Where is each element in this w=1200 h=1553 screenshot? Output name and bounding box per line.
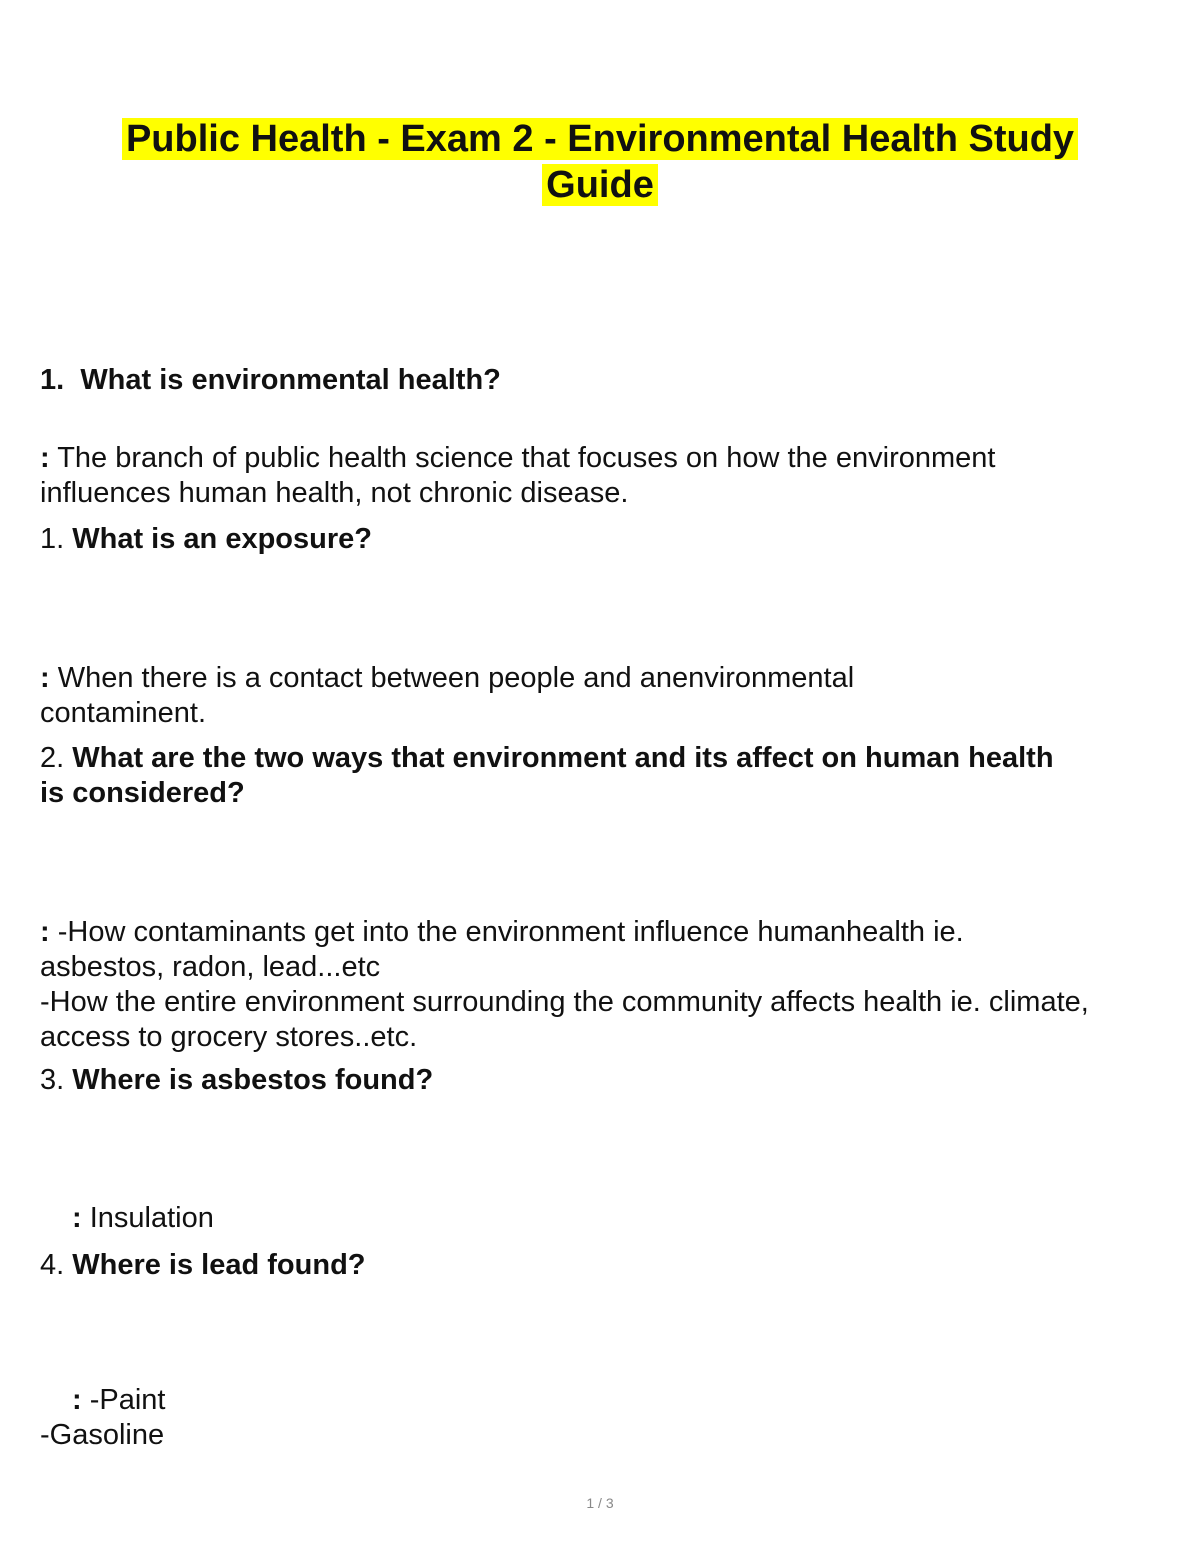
question-number: 1. [40, 523, 65, 555]
document-title [0, 116, 1200, 208]
answer-line: The branch of public health science that focuses on how the environment [57, 442, 996, 474]
answer-colon: : [40, 442, 50, 474]
answer-line: -Paint [89, 1384, 166, 1416]
question-text: What is an exposure? [72, 523, 372, 555]
answer-2 [40, 661, 1170, 731]
question-text: What is environmental health? [80, 364, 501, 396]
question-number: 4. [40, 1249, 65, 1281]
question-number: 3. [40, 1064, 65, 1096]
question-text: Where is asbestos found? [72, 1064, 434, 1096]
answer-line: asbestos, radon, lead...etc [40, 951, 381, 983]
question-5 [40, 1248, 1170, 1283]
answer-1 [40, 441, 1170, 511]
question-1 [40, 363, 1170, 398]
question-3 [40, 741, 1170, 811]
title-line-2: Guide [542, 164, 658, 206]
answer-colon: : [72, 1202, 82, 1234]
answer-line: -Gasoline [40, 1419, 165, 1451]
answer-line: contaminent. [40, 697, 207, 729]
page-indicator: 1 / 3 [586, 1495, 614, 1511]
question-text: is considered? [40, 777, 245, 809]
answer-colon: : [40, 916, 50, 948]
question-4 [40, 1063, 1170, 1098]
answer-colon: : [72, 1384, 82, 1416]
question-2 [40, 522, 1170, 557]
answer-line: influences human health, not chronic disease. [40, 477, 629, 509]
answer-line: access to grocery stores..etc. [40, 1021, 418, 1053]
answer-line: When there is a contact between people and anenvironmental [57, 662, 855, 694]
question-text: What are the two ways that environment and its affect on human health [72, 742, 1054, 774]
question-text: Where is lead found? [72, 1249, 366, 1281]
answer-5 [40, 1383, 1170, 1453]
answer-line: -How contaminants get into the environment influence humanhealth ie. [57, 916, 964, 948]
answer-3 [40, 915, 1170, 1055]
question-number: 2. [40, 742, 65, 774]
answer-colon: : [40, 662, 50, 694]
question-number: 1. [40, 364, 65, 396]
title-line-1: Public Health - Exam 2 - Environmental Health Study [122, 118, 1078, 160]
answer-4 [72, 1201, 1200, 1236]
answer-line: -How the entire environment surrounding the community affects health ie. climate, [40, 986, 1089, 1018]
answer-line: Insulation [89, 1202, 214, 1234]
